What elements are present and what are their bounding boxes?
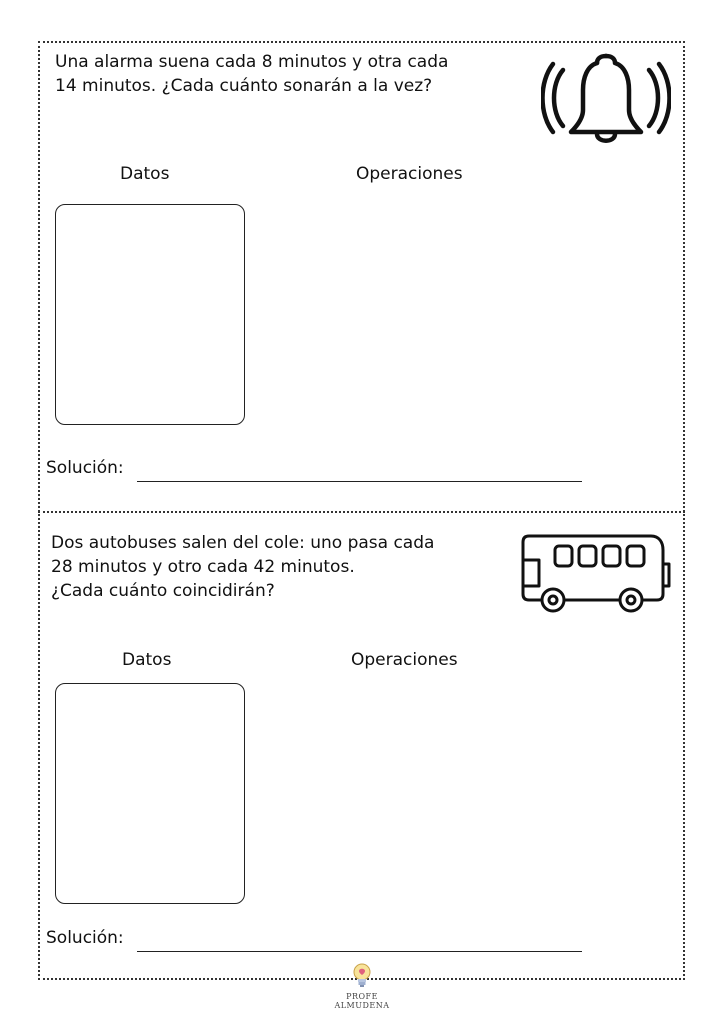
problem-1-line-2: 14 minutos. ¿Cada cuánto sonarán a la vez?: [55, 76, 433, 96]
operaciones-label: Operaciones: [351, 650, 458, 670]
problem-2-line-3: ¿Cada cuánto coincidirán?: [51, 581, 275, 601]
datos-label: Datos: [122, 650, 172, 670]
datos-label: Datos: [120, 164, 170, 184]
datos-answer-box[interactable]: [55, 204, 245, 425]
solution-label: Solución:: [46, 928, 124, 948]
problem-2-line-1: Dos autobuses salen del cole: uno pasa cada: [51, 533, 435, 553]
solution-answer-line[interactable]: [137, 951, 582, 952]
section-divider: [38, 511, 685, 513]
problem-2-line-2: 28 minutos y otro cada 42 minutos.: [51, 557, 355, 577]
operaciones-label: Operaciones: [356, 164, 463, 184]
problem-2-statement: [51, 531, 521, 603]
solution-answer-line[interactable]: [137, 481, 582, 482]
problem-1-line-1: Una alarma suena cada 8 minutos y otra cada: [55, 52, 449, 72]
bus-icon: [519, 530, 671, 614]
author-logo: [330, 962, 394, 1010]
solution-label: Solución:: [46, 458, 124, 478]
problem-1-statement: [55, 50, 525, 98]
lightbulb-icon: [351, 962, 373, 988]
datos-answer-box[interactable]: [55, 683, 245, 904]
bell-icon: [541, 50, 671, 146]
logo-text: PROFE ALMUDENA: [334, 992, 390, 1010]
